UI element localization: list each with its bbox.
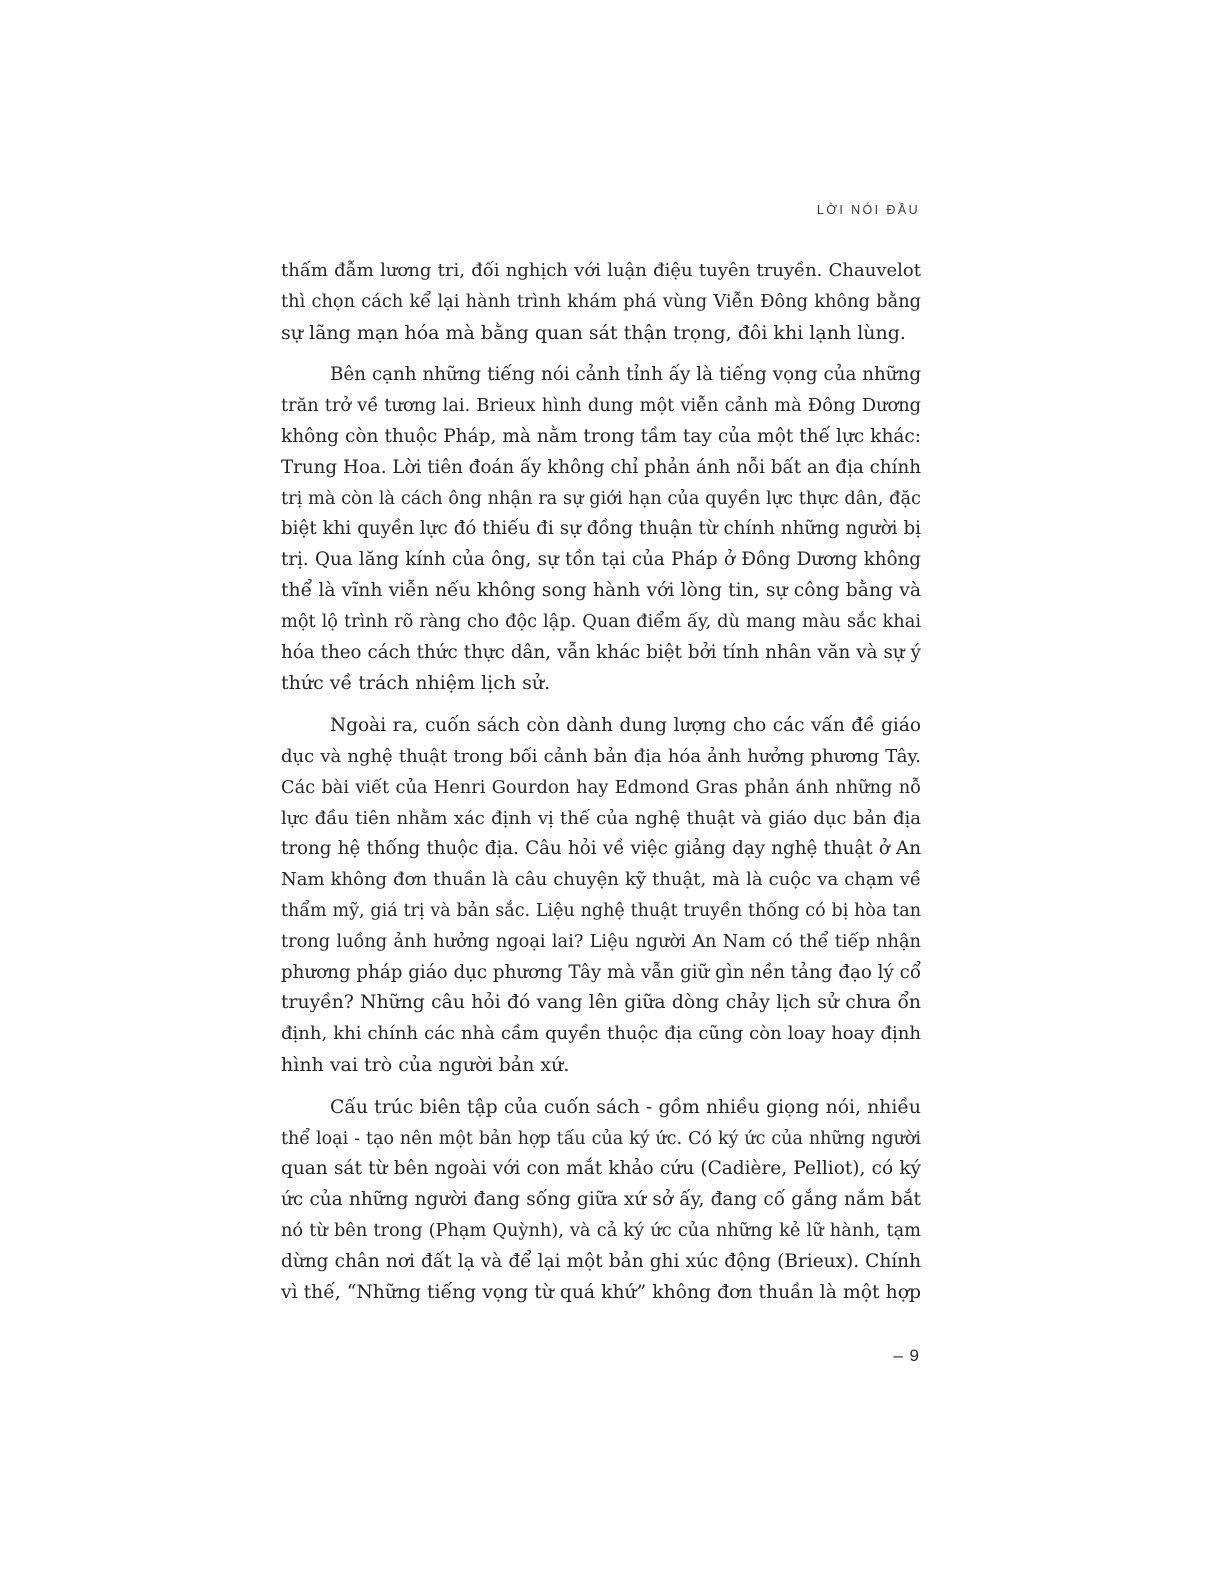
text-line: trị mà còn là cách ông nhận ra sự giới hạn của quyền lực thực dân, đặc xyxy=(281,488,921,509)
text-line: Cấu trúc biên tập của cuốn sách - gồm nhiều giọng nói, nhiều xyxy=(330,1096,921,1118)
text-line: hóa theo cách thức thực dân, vẫn khác biệt bởi tính nhân văn và sự ý xyxy=(281,641,921,663)
text-line: Bên cạnh những tiếng nói cảnh tỉnh ấy là tiếng vọng của những xyxy=(330,364,921,386)
text-line: Ngoài ra, cuốn sách còn dành dung lượng cho các vấn đề giáo xyxy=(330,715,921,737)
text-line: trăn trở về tương lai. Brieux hình dung một viễn cảnh mà Đông Dương xyxy=(281,396,921,417)
text-line: vì thế, “Những tiếng vọng từ quá khứ” không đơn thuần là một hợp xyxy=(281,1281,921,1303)
text-line: thẩm mỹ, giá trị và bản sắc. Liệu nghệ thuật truyền thống có bị hòa tan xyxy=(281,900,921,921)
paragraph xyxy=(281,711,921,1081)
text-line: thể loại - tạo nên một bản hợp tấu của ký ức. Có ký ức của những người xyxy=(281,1128,921,1149)
text-line: dục và nghệ thuật trong bối cảnh bản địa hóa ảnh hưởng phương Tây. xyxy=(281,745,921,767)
text-line: định, khi chính các nhà cầm quyền thuộc địa cũng còn loay hoay định xyxy=(281,1023,921,1045)
text-line: nó từ bên trong (Phạm Quỳnh), và cả ký ức của những kẻ lữ hành, tạm xyxy=(281,1220,921,1241)
text-line: thì chọn cách kể lại hành trình khám phá vùng Viễn Đông không bằng xyxy=(281,291,921,312)
paragraph xyxy=(281,256,921,348)
text-line: lực đầu tiên nhằm xác định vị thế của nghệ thuật và giáo dục bản địa xyxy=(281,807,921,829)
text-line: Nam không đơn thuần là câu chuyện kỹ thuật, mà là cuộc va chạm về xyxy=(281,869,921,891)
text-line: ức của những người đang sống giữa xứ sở ấy, đang cố gắng nắm bắt xyxy=(281,1189,921,1211)
text-line: trong luồng ảnh hưởng ngoại lai? Liệu người An Nam có thể tiếp nhận xyxy=(281,931,921,952)
text-line: truyền? Những câu hỏi đó vang lên giữa dòng chảy lịch sử chưa ổn xyxy=(281,992,921,1014)
paragraph xyxy=(281,1093,921,1309)
text-line: không còn thuộc Pháp, mà nằm trong tầm tay của một thế lực khác: xyxy=(281,425,921,447)
text-line: hình vai trò của người bản xứ. xyxy=(281,1053,570,1076)
text-line: biệt khi quyền lực đó thiếu đi sự đồng thuận từ chính những người bị xyxy=(281,518,921,540)
text-line: dừng chân nơi đất lạ và để lại một bản ghi xúc động (Brieux). Chính xyxy=(281,1250,921,1272)
running-header: LỜI NÓI ĐẦU xyxy=(816,203,920,217)
text-line: thức về trách nhiệm lịch sử. xyxy=(281,672,551,695)
text-line: trị. Qua lăng kính của ông, sự tồn tại của Pháp ở Đông Dương không xyxy=(281,549,921,571)
text-line: quan sát từ bên ngoài với con mắt khảo cứu (Cadière, Pelliot), có ký xyxy=(281,1158,921,1180)
text-line: Các bài viết của Henri Gourdon hay Edmond Gras phản ánh những nỗ xyxy=(281,777,921,798)
page-number: – 9 xyxy=(893,1346,920,1365)
text-line: phương pháp giáo dục phương Tây mà vẫn giữ gìn nền tảng đạo lý cổ xyxy=(281,961,921,983)
body-text xyxy=(281,256,921,1320)
text-line: sự lãng mạn hóa mà bằng quan sát thận trọng, đôi khi lạnh lùng. xyxy=(281,321,906,344)
text-line: trong hệ thống thuộc địa. Câu hỏi về việc giảng dạy nghệ thuật ở An xyxy=(281,838,921,860)
paragraph xyxy=(281,360,921,699)
text-line: thể là vĩnh viễn nếu không song hành với lòng tin, sự công bằng và xyxy=(281,579,921,601)
text-line: thấm đẫm lương tri, đối nghịch với luận điệu tuyên truyền. Chauvelot xyxy=(281,260,921,281)
text-line: Trung Hoa. Lời tiên đoán ấy không chỉ phản ánh nỗi bất an địa chính xyxy=(281,456,921,478)
text-line: một lộ trình rõ ràng cho độc lập. Quan điểm ấy, dù mang màu sắc khai xyxy=(281,611,921,632)
